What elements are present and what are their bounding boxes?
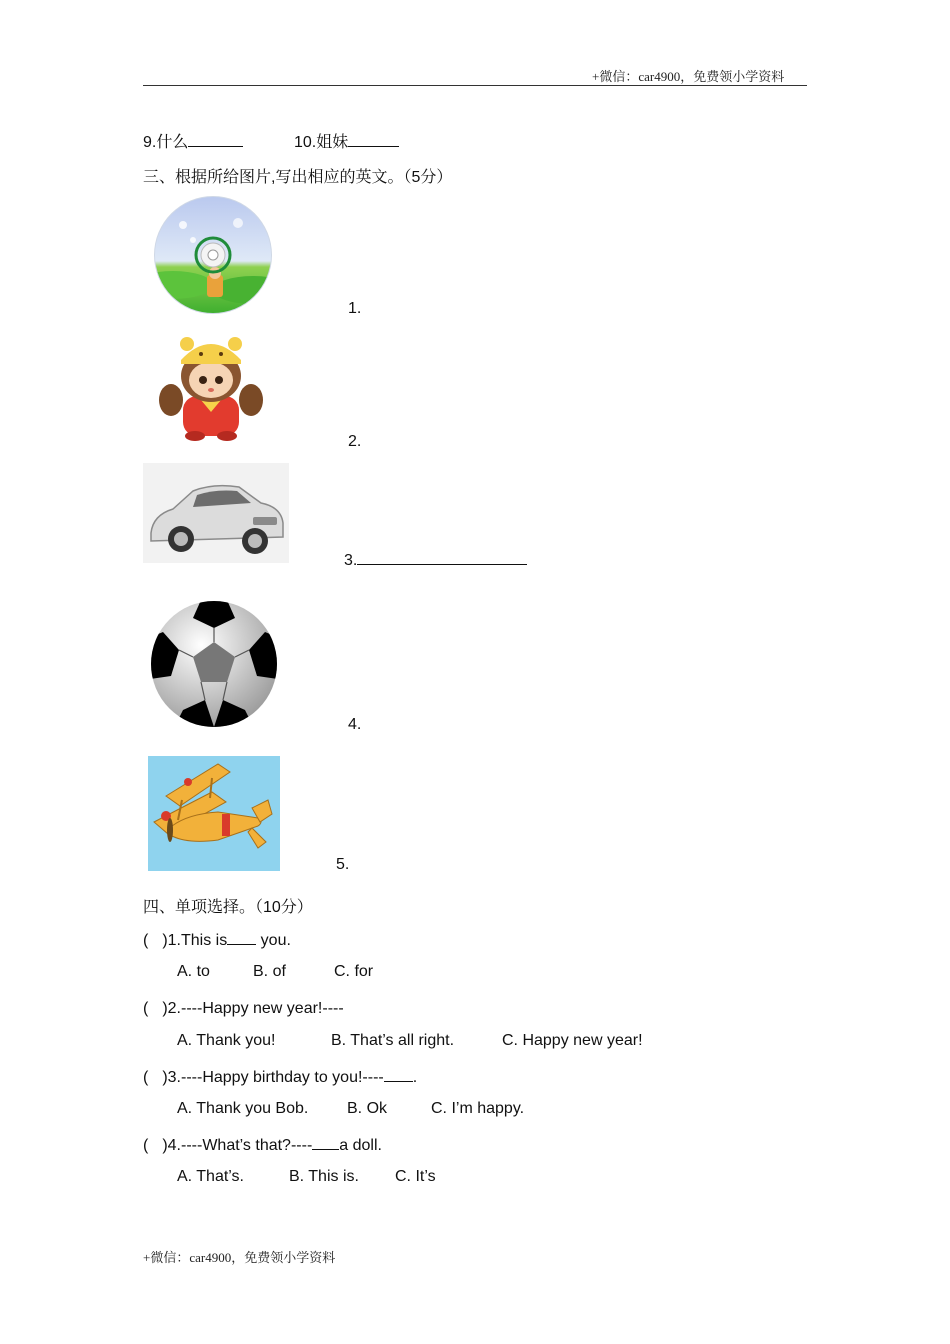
question-4 [143, 1134, 382, 1155]
vocab-label: 9.什么 [143, 134, 189, 151]
answer-paren-open: ( [143, 1137, 149, 1154]
answer-slot[interactable] [148, 1067, 162, 1082]
header-rule [143, 85, 807, 86]
option-a[interactable]: A. That’s. [177, 1168, 244, 1185]
answer-paren-close: ) [162, 1137, 168, 1154]
section-4-title: 四、单项选择。（10分） [143, 899, 313, 916]
vocab-label: 10.姐妹 [294, 134, 349, 151]
item-number-3 [344, 549, 527, 570]
question-stem: 3.----Happy birthday to you!---- [167, 1069, 384, 1086]
option-b[interactable]: B. This is. [289, 1168, 359, 1185]
option-c[interactable]: C. for [334, 963, 374, 980]
item-number: 4. [348, 716, 362, 733]
answer-blank[interactable] [188, 131, 243, 147]
answer-slot[interactable] [148, 998, 162, 1013]
plane-icon [148, 756, 280, 871]
option-c[interactable]: C. It’s [395, 1168, 436, 1185]
football-icon [143, 600, 285, 730]
answer-blank[interactable] [348, 131, 399, 147]
question-stem-end: a doll. [339, 1137, 382, 1154]
option-a[interactable]: A. Thank you Bob. [177, 1100, 309, 1117]
question-2 [143, 998, 344, 1018]
answer-blank[interactable] [227, 929, 256, 945]
header-text: +微信：car4900，免费领小学资料 [592, 69, 785, 84]
answer-paren-open: ( [143, 1069, 149, 1086]
answer-slot[interactable] [148, 1135, 162, 1150]
question-stem: 2.----Happy new year!---- [167, 1000, 344, 1017]
answer-blank[interactable] [312, 1134, 339, 1150]
answer-paren-open: ( [143, 1000, 149, 1017]
section-3-title: 三、根据所给图片,写出相应的英文。（5分） [143, 169, 453, 186]
vocab-item-9 [143, 129, 243, 152]
question-stem-end: you. [256, 932, 291, 949]
question-stem-end: . [412, 1069, 418, 1086]
footer-text: +微信：car4900，免费领小学资料 [143, 1250, 336, 1265]
answer-paren-open: ( [143, 932, 149, 949]
option-a[interactable]: A. Thank you! [177, 1032, 276, 1049]
answer-paren-close: ) [162, 1000, 168, 1017]
vocab-item-10 [294, 129, 399, 152]
answer-paren-close: ) [162, 1069, 168, 1086]
answer-blank[interactable] [384, 1066, 413, 1082]
option-a[interactable]: A. to [177, 963, 210, 980]
option-b[interactable]: B. of [253, 963, 286, 980]
car-icon [143, 463, 289, 563]
question-1 [143, 929, 291, 950]
option-b[interactable]: B. Ok [347, 1100, 388, 1117]
option-c[interactable]: C. Happy new year! [502, 1032, 643, 1049]
option-c[interactable]: C. I’m happy. [431, 1100, 525, 1117]
answer-blank[interactable] [357, 549, 527, 565]
question-3 [143, 1066, 417, 1087]
question-stem: 4.----What’s that?---- [167, 1137, 313, 1154]
cd-disc-icon [143, 195, 283, 315]
answer-slot[interactable] [148, 930, 162, 945]
item-number: 2. [348, 433, 362, 450]
item-number: 5. [336, 856, 350, 873]
question-stem: 1.This is [167, 932, 228, 949]
answer-paren-close: ) [162, 932, 168, 949]
item-number: 3. [344, 552, 358, 569]
item-number: 1. [348, 300, 362, 317]
doll-icon [155, 330, 267, 442]
option-b[interactable]: B. That’s all right. [331, 1032, 455, 1049]
